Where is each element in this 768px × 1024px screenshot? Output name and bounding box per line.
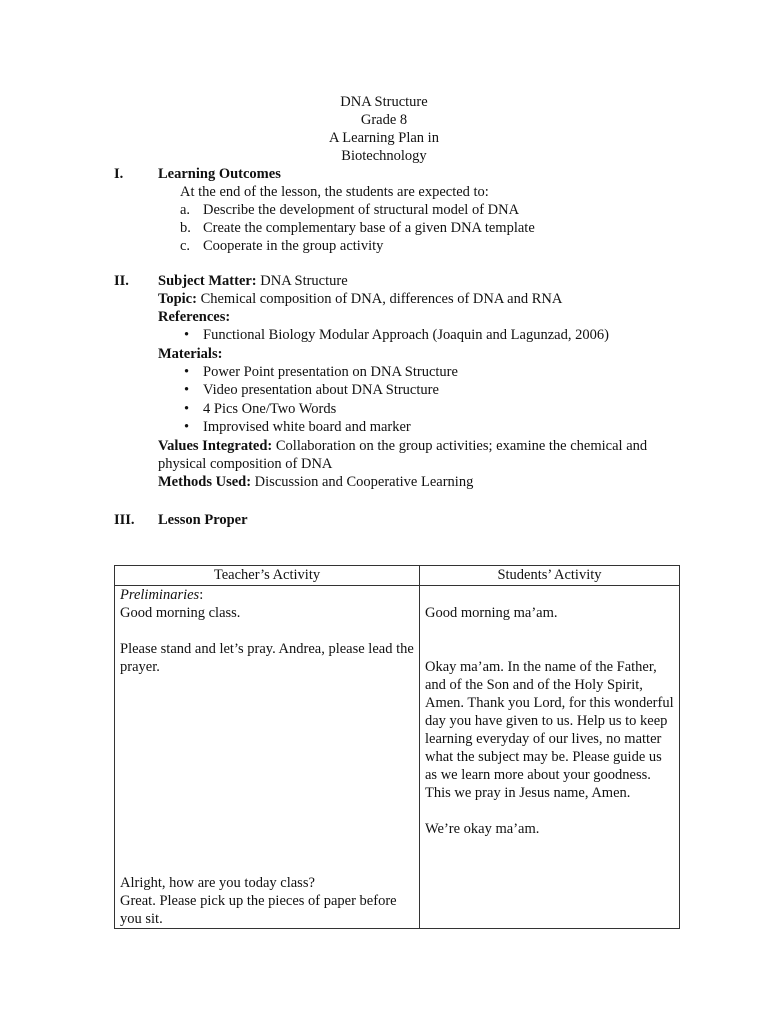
students-activity-cell: [420, 586, 680, 929]
topic-line: Topic: Chemical composition of DNA, differences of DNA and RNA: [158, 291, 563, 307]
section-number: III.: [114, 512, 135, 528]
materials-label: Materials:: [158, 345, 223, 362]
students-okay: We’re okay ma’am.: [425, 821, 540, 837]
table-row: [115, 586, 680, 929]
bullet-icon: •: [184, 327, 190, 343]
section-number: II.: [114, 273, 129, 289]
students-activity-header: Students’ Activity: [420, 566, 680, 586]
section-heading: Lesson Proper: [158, 512, 248, 528]
document-title: DNA Structure: [340, 94, 428, 110]
bullet-icon: •: [184, 363, 190, 380]
teacher-pray-instruction: Please stand and let’s pray. Andrea, please lead the prayer.: [120, 641, 414, 675]
students-greeting: Good morning ma’am.: [425, 605, 558, 621]
material-item: • 4 Pics One/Two Words: [184, 400, 337, 417]
values-integrated: Values Integrated: Collaboration on the group activities; examine the chemical and physical composition of DNA: [158, 437, 648, 472]
outcomes-intro: At the end of the lesson, the students are expected to:: [180, 184, 489, 200]
subject-label: Biotechnology: [341, 148, 427, 164]
material-item: • Power Point presentation on DNA Structure: [184, 363, 458, 380]
teacher-activity-header: Teacher’s Activity: [115, 566, 420, 586]
teacher-greeting: Good morning class.: [120, 605, 241, 621]
grade-label: Grade 8: [360, 112, 408, 128]
students-prayer: Okay ma’am. In the name of the Father, and of the Son and of the Holy Spirit, Amen. Thank you Lord, for this wonderful day you have given to us. Help us to keep learning everyday of our lives, no matter what the subject may be. Please guide us as we learn more about your goodness. This we pray in Jesus name, Amen.: [425, 659, 674, 801]
table-header-row: [115, 566, 680, 586]
outcome-item: c. Cooperate in the group activity: [180, 238, 384, 254]
bullet-icon: •: [184, 382, 190, 398]
plan-label: A Learning Plan in: [329, 130, 439, 146]
teacher-pick-up-instruction: Great. Please pick up the pieces of paper before you sit.: [120, 893, 397, 927]
title-block: [0, 93, 768, 165]
lesson-table: [114, 565, 680, 929]
teacher-activity-cell: [115, 586, 420, 929]
bullet-icon: •: [184, 400, 190, 417]
teacher-how-are-you: Alright, how are you today class?: [120, 875, 315, 891]
material-item: • Video presentation about DNA Structure: [184, 382, 439, 398]
references-label: References:: [158, 309, 231, 325]
outcome-item: b. Create the complementary base of a given DNA template: [180, 220, 535, 236]
material-item: • Improvised white board and marker: [184, 419, 411, 435]
methods-used: Methods Used: Discussion and Cooperative Learning: [158, 473, 474, 490]
preliminaries-label: Preliminaries:: [120, 587, 204, 603]
subject-matter-line: Subject Matter: DNA Structure: [158, 273, 348, 289]
section-number: I.: [114, 166, 124, 182]
bullet-icon: •: [184, 419, 190, 435]
reference-item: • Functional Biology Modular Approach (Joaquin and Lagunzad, 2006): [184, 327, 609, 343]
section-heading: Learning Outcomes: [158, 166, 281, 182]
outcome-item: a. Describe the development of structural model of DNA: [180, 202, 520, 218]
